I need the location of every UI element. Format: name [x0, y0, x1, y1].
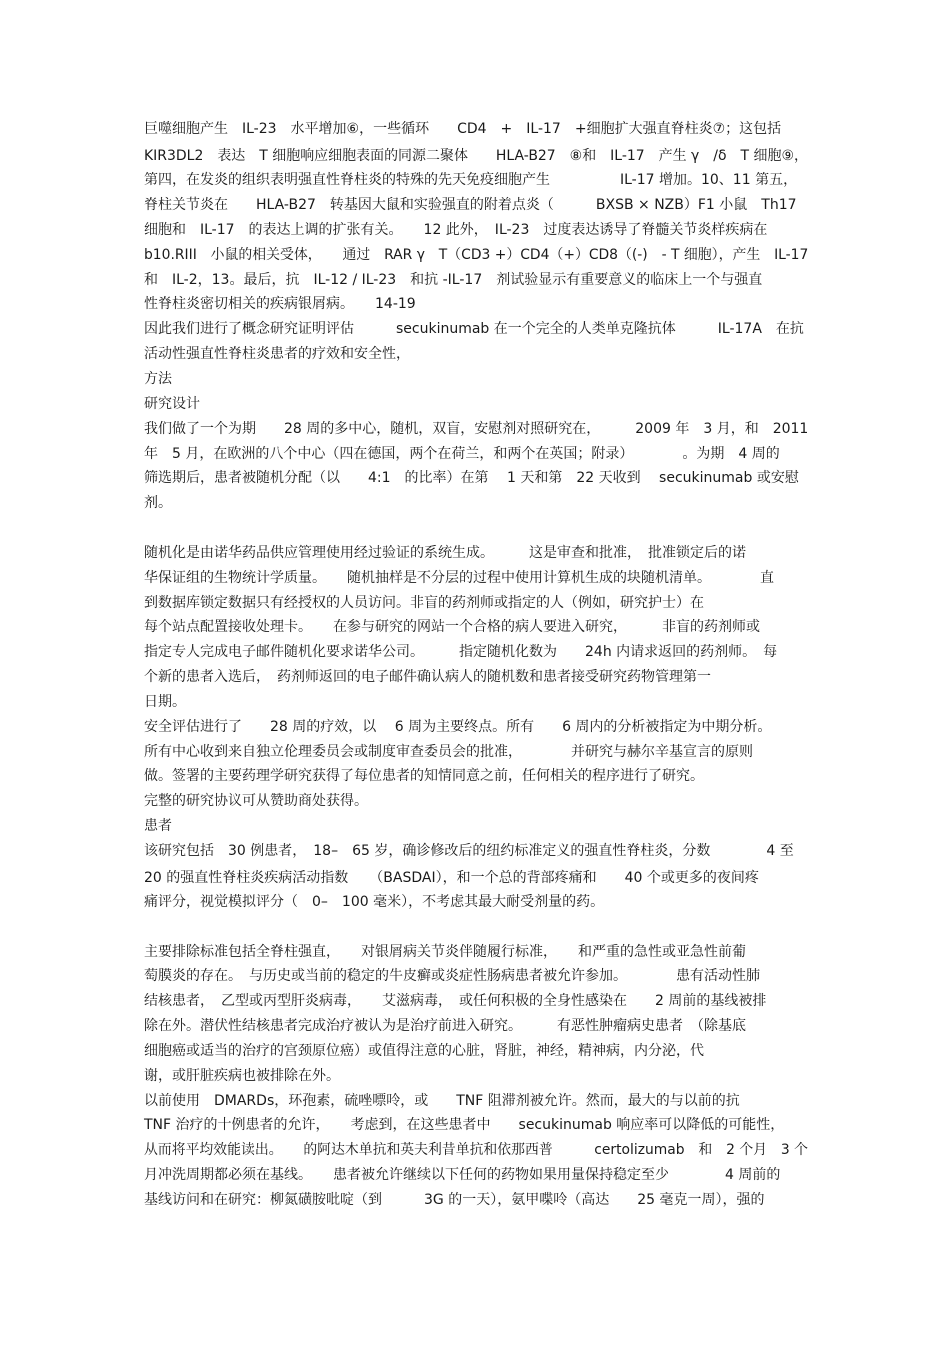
text-line: 性脊柱炎密切相关的疾病银屑病。 14-19: [144, 296, 416, 312]
text-line: 每个站点配置接收处理卡。 在参与研究的网站一个合格的病人要进入研究， 非盲的药剂师或: [144, 619, 760, 635]
section-heading: 方法: [144, 371, 172, 387]
text-line: 细胞癌或适当的治疗的宫颈原位癌）或值得注意的心脏，肾脏，神经，精神病，内分泌，代: [144, 1043, 704, 1059]
text-line: 细胞和 IL-17 的表达上调的扩张有关。 12 此外， IL-23 过度表达诱导了脊髓关节炎样疾病在: [144, 222, 768, 238]
text-line: 主要排除标准包括全脊柱强直， 对银屑病关节炎伴随履行标准， 和严重的急性或亚急性前葡: [144, 944, 746, 960]
text-line: 结核患者， 乙型或丙型肝炎病毒， 艾滋病毒， 或任何积极的全身性感染在 2 周前的基线被排: [144, 993, 767, 1009]
text-line: 20 的强直性脊柱炎疾病活动指数 （BASDAI），和一个总的背部疼痛和 40 个或更多的夜间疼: [144, 870, 759, 886]
text-line: 除在外。潜伏性结核患者完成治疗被认为是治疗前进入研究。 有恶性肿瘤病史患者 （除基底: [144, 1018, 746, 1034]
text-line: 安全评估进行了 28 周的疗效，以 6 周为主要终点。所有 6 周内的分析被指定为中期分析。: [144, 719, 772, 735]
text-line: 该研究包括 30 例患者， 18– 65 岁，确诊修改后的纽约标准定义的强直性脊柱炎，分数 4 至: [144, 843, 794, 859]
text-line: 谢，或肝脏疾病也被排除在外。: [144, 1068, 340, 1084]
text-line: 从而将平均效能读出。 的阿达木单抗和英夫利昔单抗和依那西普 certolizumab 和 2 个月 3 个: [144, 1142, 808, 1158]
subsection-heading: 研究设计: [144, 396, 200, 412]
text-line: KIR3DL2 表达 T 细胞响应细胞表面的同源二聚体 HLA-B27 ⑧和 IL-17 产生 γ /δ T 细胞⑨，: [144, 148, 809, 164]
text-line: 个新的患者入选后， 药剂师返回的电子邮件确认病人的随机数和患者接受研究药物管理第一: [144, 669, 711, 685]
text-line: 痛评分，视觉模拟评分（ 0– 100 毫米），不考虑其最大耐受剂量的药。: [144, 894, 605, 910]
text-line: 指定专人完成电子邮件随机化要求诺华公司。 指定随机化数为 24h 内请求返回的药剂师。 每: [144, 644, 778, 660]
subsection-heading: 患者: [144, 818, 172, 834]
text-line: 萄膜炎的存在。 与历史或当前的稳定的牛皮癣或炎症性肠病患者被允许参加。 患有活动性肺: [144, 968, 760, 984]
text-line: 随机化是由诺华药品供应管理使用经过验证的系统生成。 这是审查和批准， 批准锁定后的诺: [144, 545, 746, 561]
text-line: 活动性强直性脊柱炎患者的疗效和安全性，: [144, 346, 410, 362]
text-line: 第四，在发炎的组织表明强直性脊柱炎的特殊的先天免疫细胞产生 IL-17 增加。10、11 第五，: [144, 172, 798, 188]
text-line: 完整的研究协议可从赞助商处获得。: [144, 793, 368, 809]
text-line: 所有中心收到来自独立伦理委员会或制度审查委员会的批准， 并研究与赫尔辛基宣言的原则: [144, 744, 753, 760]
text-line: TNF 治疗的十例患者的允许， 考虑到，在这些患者中 secukinumab 响应率可以降低的可能性，: [144, 1117, 785, 1133]
text-line: 我们做了一个为期 28 周的多中心，随机，双盲，安慰剂对照研究在， 2009 年 3 月，和 2011: [144, 421, 809, 437]
text-line: 脊柱关节炎在 HLA-B27 转基因大鼠和实验强直的附着点炎（ BXSB × NZB）F1 小鼠 Th17: [144, 197, 797, 213]
text-line: 到数据库锁定数据只有经授权的人员访问。非盲的药剂师或指定的人（例如，研究护士）在: [144, 595, 704, 611]
text-line: 做。签署的主要药理学研究获得了每位患者的知情同意之前，任何相关的程序进行了研究。: [144, 768, 704, 784]
text-line: 筛选期后，患者被随机分配（以 4:1 的比率）在第 1 天和第 22 天收到 secukinumab 或安慰: [144, 470, 799, 486]
text-line: 基线访问和在研究：柳氮磺胺吡啶（到 3G 的一天），氨甲喋呤（高达 25 毫克一周），强的: [144, 1192, 765, 1208]
text-line: 年 5 月，在欧洲的八个中心（四在德国，两个在荷兰，和两个在英国；附录） 。为期 4 周的: [144, 446, 780, 462]
text-line: b10.RIII 小鼠的相关受体， 通过 RAR γ T（CD3 +）CD4（+）CD8（(-) - T 细胞），产生 IL-17: [144, 247, 809, 263]
text-line: 日期。: [144, 694, 186, 710]
text-line: 以前使用 DMARDs，环孢素，硫唑嘌呤，或 TNF 阻滞剂被允许。然而，最大的与以前的抗: [144, 1093, 740, 1109]
text-line: 月冲洗周期都必须在基线。 患者被允许继续以下任何的药物如果用量保持稳定至少 4 周前的: [144, 1167, 781, 1183]
text-line: 巨噬细胞产生 IL-23 水平增加⑥，一些循环 CD4 + IL-17 +细胞扩大强直脊柱炎⑦；这包括: [144, 121, 782, 137]
text-line: 华保证组的生物统计学质量。 随机抽样是不分层的过程中使用计算机生成的块随机清单。 直: [144, 570, 774, 586]
text-line: 因此我们进行了概念研究证明评估 secukinumab 在一个完全的人类单克隆抗体 IL-17A 在抗: [144, 321, 804, 337]
text-line: 剂。: [144, 495, 172, 511]
text-line: 和 IL-2，13。最后，抗 IL-12 / IL-23 和抗 -IL-17 剂试验显示有重要意义的临床上一个与强直: [144, 272, 763, 288]
